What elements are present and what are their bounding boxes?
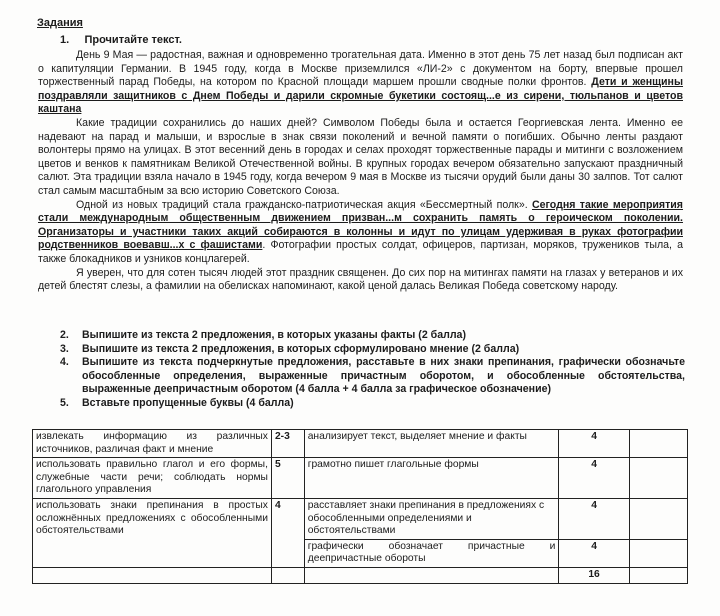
- underlined-sentence-2: Сегодня такие мероприятия стали международным общественным движением призван...м сохранить память о героическом поколении. Организаторы и участники таких акций собираются в колонны и идут по улицам удерживая в руках фотографии родственников воевавш...х с фашистами: [38, 198, 683, 252]
- empty-cell: [33, 567, 272, 583]
- paragraph-3: [38, 199, 683, 267]
- task-number-cell: 2-3: [271, 430, 304, 458]
- empty-cell: [629, 539, 687, 567]
- skill-cell: использовать правильно глагол и его формы, служебные части речи; соблюдать нормы глагольного управления: [33, 458, 272, 499]
- empty-cell: [271, 567, 304, 583]
- table-row: [33, 430, 688, 458]
- criterion-cell: грамотно пишет глагольные формы: [304, 458, 559, 499]
- empty-cell: [629, 430, 687, 458]
- task-number-cell: 5: [271, 458, 304, 499]
- task-1: [60, 34, 182, 46]
- empty-cell: [304, 567, 559, 583]
- points-cell: 4: [559, 539, 629, 567]
- paragraph-2: Какие традиции сохранились до наших дней? Символом Победы была и остается Георгиевская лента. Именно ее надевают на парад и малыши, и взрослые в знак связи поколений и вечной памяти о погибших. Обычно ленты раздают волонтеры прямо на улицах. В этот весенний день в городах и селах проходят торжественные парады и митинги с возложением цветов и венков к памятникам Великой Отечественной войны. В крупных городах вечером обязательно запускают праздничный салют. Эта традиции взяла начало в 1945 году, когда вечером 9 мая в Москве из тысячи орудий были даны 30 залпов. Тот салют стал самым масштабным за всю историю Советского Союза.: [38, 116, 683, 197]
- table-row: [33, 498, 688, 539]
- criterion-cell: расставляет знаки препинания в предложениях с обособленными определениями и обстоятельствами: [304, 498, 559, 539]
- task-2: 2. Выпишите из текста 2 предложения, в которых указаны факты (2 балла): [60, 329, 466, 341]
- task-4: 4. Выпишите из текста подчеркнутые предложения, расставьте в них знаки препинания, графически обозначьте обособленные определения, выраженные причастным оборотом, и обособленные обстоятельства, выраженные деепричастным оборотом (4 балла + 4 балла за графическое обозначение): [60, 356, 685, 396]
- task-list: [60, 329, 685, 411]
- table-row-total: [33, 567, 688, 583]
- empty-cell: [629, 567, 687, 583]
- paragraph-1: [38, 49, 683, 117]
- paragraph-1-text: День 9 Мая — радостная, важная и одновременно трогательная дата. Именно в этот день 75 лет назад был подписан акт о капитуляции Германии. В 1945 году, когда в Москве приземлился «ЛИ-2» с документом на борту, впервые прошел торжественный парад Победы, на котором по Красной площади маршем прошли сводные полки фронтов.: [38, 49, 683, 89]
- task-5: 5. Вставьте пропущенные буквы (4 балла): [60, 396, 294, 409]
- empty-cell: [629, 498, 687, 539]
- points-cell: 4: [559, 458, 629, 499]
- criterion-cell: анализирует текст, выделяет мнение и факты: [304, 430, 559, 458]
- points-cell: 4: [559, 498, 629, 539]
- task-3: 3. Выпишите из текста 2 предложения, в которых сформулировано мнение (2 балла): [60, 342, 520, 355]
- paragraph-3-text: Одной из новых традиций стала гражданско-патриотическая акция «Бессмертный полк».: [76, 198, 532, 211]
- empty-cell: [629, 458, 687, 499]
- section-heading: Задания: [37, 17, 83, 29]
- reading-text: [38, 49, 683, 294]
- total-points-cell: 16: [559, 567, 629, 583]
- criterion-cell: графически обозначает причастные и деепричастные обороты: [304, 539, 559, 567]
- task-1-label: Прочитайте текст.: [84, 34, 182, 46]
- paragraph-3-tail: . Фотографии простых солдат, офицеров, партизан, моряков, тружеников тыла, а также блокадников и узников концлагерей.: [38, 239, 683, 265]
- paragraph-4: Я уверен, что для сотен тысяч людей этот праздник священен. До сих пор на митингах памяти на глазах у ветеранов и их детей блестят слезы, а фамилии на обелисках напоминают, какой ценой далась Великая Победа советскому народу.: [38, 266, 683, 293]
- task-number-cell: 4: [271, 498, 304, 567]
- table-row: [33, 458, 688, 499]
- skill-cell: извлекать информацию из различных источников, различая факт и мнение: [33, 430, 272, 458]
- points-cell: 4: [559, 430, 629, 458]
- task-1-number: 1.: [60, 34, 70, 46]
- criteria-table: [32, 429, 688, 584]
- skill-cell: использовать знаки препинания в простых осложнённых предложениях с обособленными обстоятельствами: [33, 498, 272, 567]
- underlined-sentence-1: Дети и женщины поздравляли защитников с Днем Победы и дарили скромные букетики состоящ...е из сирени, тюльпанов и цветов каштана: [38, 76, 684, 116]
